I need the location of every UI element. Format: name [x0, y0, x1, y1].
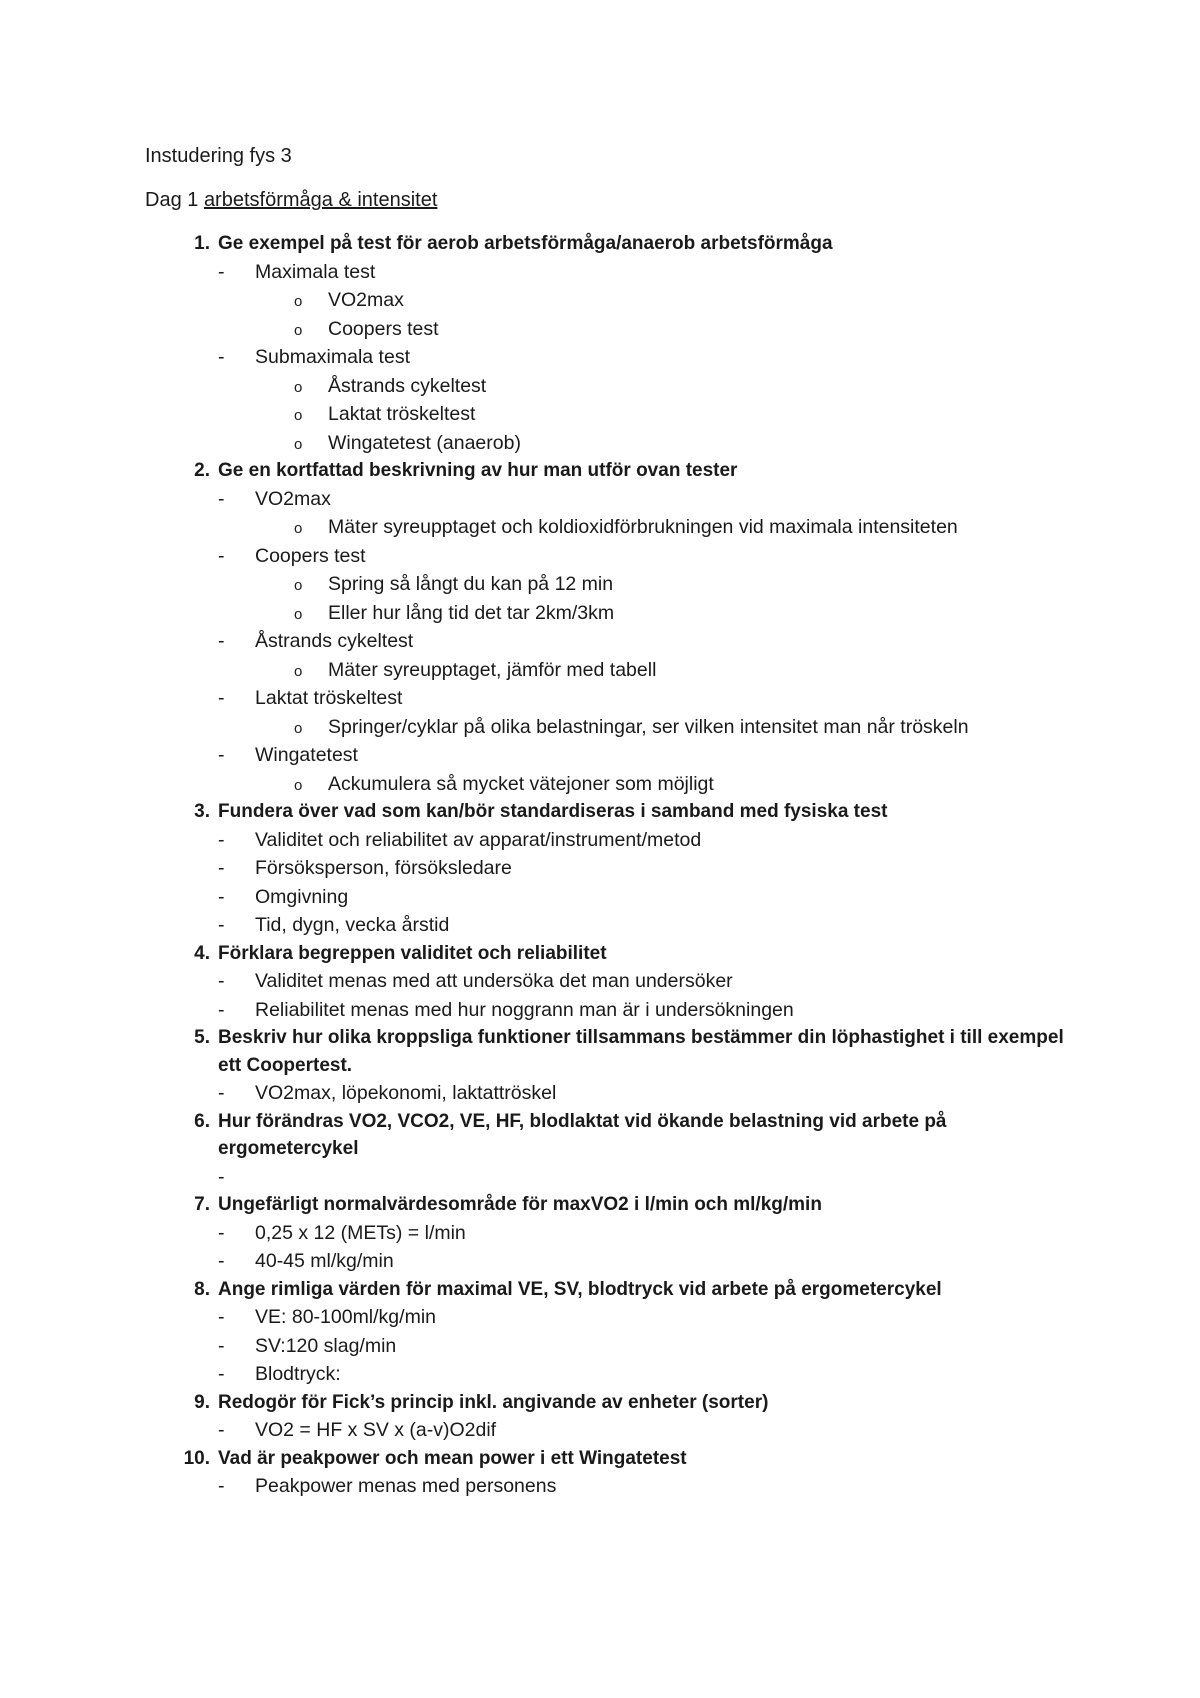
dash-bullet: - [218, 970, 225, 992]
question-text: Förklara begreppen validitet och reliabilitet [218, 942, 607, 964]
question-number: 3. [194, 801, 210, 822]
circle-bullet: o [294, 577, 303, 594]
answer-text: Submaximala test [255, 346, 410, 368]
answer-item [0, 1079, 1200, 1108]
answer-item [0, 1219, 1200, 1248]
sub-answer-item [0, 656, 1200, 685]
question-number: 7. [194, 1194, 210, 1215]
answer-text: Springer/cyklar på olika belastningar, ser vilken intensitet man når tröskeln [328, 715, 969, 738]
question-item [0, 1108, 1078, 1163]
circle-bullet: o [294, 776, 303, 794]
question-number: 2. [194, 460, 210, 481]
sub-answer-item [0, 372, 1200, 401]
dash-bullet: - [218, 687, 225, 709]
answer-text: VO2max, löpekonomi, laktattröskel [255, 1082, 557, 1104]
dash-bullet: - [218, 857, 225, 879]
answer-text: Laktat tröskeltest [255, 687, 403, 709]
answer-text: Tid, dygn, vecka årstid [255, 914, 450, 936]
question-text: Ange rimliga värden för maximal VE, SV, blodtryck vid arbete på ergometercykel [218, 1278, 942, 1300]
answer-item [0, 1360, 1200, 1389]
dash-bullet: - [218, 914, 225, 936]
answer-text: VO2 = HF x SV x (a-v)O2dif [255, 1419, 497, 1441]
answer-text: Laktat tröskeltest [328, 403, 476, 425]
sub-answer-item [0, 400, 1200, 429]
sub-answer-item [0, 286, 1200, 315]
sub-answer-item [0, 770, 1200, 799]
answer-item [0, 542, 1200, 571]
dash-bullet: - [218, 1334, 225, 1357]
sub-answer-item [0, 315, 1200, 344]
question-text: Hur förändras VO2, VCO2, VE, HF, blodlaktat vid ökande belastning vid arbete på ergometercykel [218, 1110, 947, 1159]
dash-bullet: - [218, 885, 225, 908]
dash-bullet: - [218, 1250, 225, 1272]
answer-text: Coopers test [255, 544, 366, 567]
answer-item [0, 1247, 1200, 1276]
question-number: 5. [194, 1027, 210, 1048]
question-item [0, 1389, 1078, 1417]
dash-bullet: - [218, 1419, 225, 1441]
answer-text: Peakpower menas med personens [255, 1475, 557, 1497]
dash-bullet: - [218, 1363, 225, 1385]
answer-item [0, 854, 1200, 883]
dash-bullet: - [218, 260, 225, 283]
answer-item [0, 1163, 1200, 1192]
answer-text: SV:120 slag/min [255, 1334, 397, 1357]
question-text: Redogör för Fick’s princip inkl. angivande av enheter (sorter) [218, 1391, 769, 1413]
answer-text: Validitet menas med att undersöka det man undersöker [255, 970, 733, 992]
question-text: Ungefärligt normalvärdesområde för maxVO2 i l/min och ml/kg/min [218, 1194, 822, 1215]
circle-bullet: o [294, 321, 303, 339]
question-item [0, 940, 1078, 968]
sub-answer-item [0, 513, 1200, 542]
dash-bullet: - [218, 1221, 225, 1244]
question-number: 9. [194, 1391, 210, 1413]
dash-bullet: - [218, 1475, 225, 1497]
dash-bullet: - [218, 998, 225, 1021]
dash-bullet: - [218, 744, 225, 766]
question-item [0, 1276, 1078, 1304]
document-title: Instudering fys 3 [145, 145, 292, 167]
question-number: 6. [194, 1110, 210, 1132]
circle-bullet: o [294, 293, 303, 310]
answer-item [0, 343, 1200, 372]
circle-bullet: o [294, 605, 303, 623]
answer-item [0, 1303, 1200, 1332]
circle-bullet: o [294, 407, 303, 424]
question-number: 8. [194, 1278, 210, 1300]
answer-text: Maximala test [255, 260, 376, 283]
answer-text: VO2max [328, 289, 404, 311]
answer-text: Coopers test [328, 317, 439, 340]
circle-bullet: o [294, 520, 303, 537]
day-prefix: Dag 1 [145, 189, 199, 211]
circle-bullet: o [294, 435, 303, 453]
answer-text: Blodtryck: [255, 1363, 341, 1385]
answer-text: Åstrands cykeltest [255, 630, 414, 652]
dash-bullet: - [218, 630, 225, 652]
answer-text: 0,25 x 12 (METs) = l/min [255, 1221, 466, 1244]
sub-answer-item [0, 429, 1200, 458]
question-item [0, 1024, 1078, 1079]
dash-bullet: - [218, 1306, 225, 1328]
question-item [0, 230, 1078, 258]
answer-text: Reliabilitet menas med hur noggrann man är i undersökningen [255, 998, 794, 1021]
answer-text: Wingatetest (anaerob) [328, 431, 521, 454]
question-item [0, 1191, 1078, 1219]
question-text: Ge en kortfattad beskrivning av hur man utför ovan tester [218, 460, 738, 481]
answer-text: Försöksperson, försöksledare [255, 857, 512, 879]
answer-item [0, 485, 1200, 514]
answer-text: Mäter syreupptaget och koldioxidförbrukningen vid maximala intensiteten [328, 516, 958, 538]
answer-item [0, 741, 1200, 770]
circle-bullet: o [294, 662, 303, 680]
circle-bullet: o [294, 719, 303, 737]
answer-text: VO2max [255, 487, 331, 510]
answer-text: Åstrands cykeltest [328, 374, 487, 397]
answer-text: VE: 80-100ml/kg/min [255, 1306, 436, 1328]
answer-text: Ackumulera så mycket vätejoner som möjligt [328, 772, 714, 795]
dash-bullet: - [218, 487, 225, 510]
question-text: Vad är peakpower och mean power i ett Wingatetest [218, 1447, 687, 1469]
answer-text: Spring så långt du kan på 12 min [328, 573, 614, 595]
answer-text: Validitet och reliabilitet av apparat/instrument/metod [255, 828, 702, 851]
day-heading [145, 186, 437, 214]
answer-item [0, 627, 1200, 656]
question-list [0, 230, 1200, 1501]
answer-item [0, 684, 1200, 713]
answer-item [0, 1472, 1200, 1501]
question-number: 10. [183, 1447, 210, 1469]
dash-bullet: - [218, 828, 225, 851]
answer-item [0, 911, 1200, 940]
question-number: 4. [194, 942, 210, 964]
question-text: Beskriv hur olika kroppsliga funktioner tillsammans bestämmer din löphastighet i till exempel ett Coopertest. [218, 1027, 1064, 1076]
question-item [0, 457, 1078, 485]
answer-text: Omgivning [255, 885, 349, 908]
answer-text: 40-45 ml/kg/min [255, 1250, 394, 1272]
question-item [0, 1445, 1078, 1473]
sub-answer-item [0, 570, 1200, 599]
answer-text: Mäter syreupptaget, jämför med tabell [328, 658, 657, 681]
circle-bullet: o [294, 378, 303, 396]
sub-answer-item [0, 599, 1200, 628]
answer-item [0, 1332, 1200, 1361]
dash-bullet: - [218, 346, 225, 368]
answer-item [0, 1416, 1200, 1445]
question-text: Fundera över vad som kan/bör standardiseras i samband med fysiska test [218, 801, 888, 822]
question-text: Ge exempel på test för aerob arbetsförmåga/anaerob arbetsförmåga [218, 233, 833, 254]
question-number: 1. [194, 233, 210, 254]
day-topic: arbetsförmåga & intensitet [203, 189, 438, 211]
answer-item [0, 258, 1200, 287]
answer-text: Eller hur lång tid det tar 2km/3km [328, 601, 615, 624]
question-item [0, 798, 1078, 826]
dash-bullet: - [218, 544, 225, 567]
answer-item [0, 996, 1200, 1025]
sub-answer-item [0, 713, 1200, 742]
answer-item [0, 826, 1200, 855]
answer-item [0, 883, 1200, 912]
dash-bullet: - [218, 1082, 225, 1104]
answer-text: Wingatetest [255, 744, 358, 766]
dash-bullet: - [218, 1165, 225, 1188]
answer-item [0, 967, 1200, 996]
